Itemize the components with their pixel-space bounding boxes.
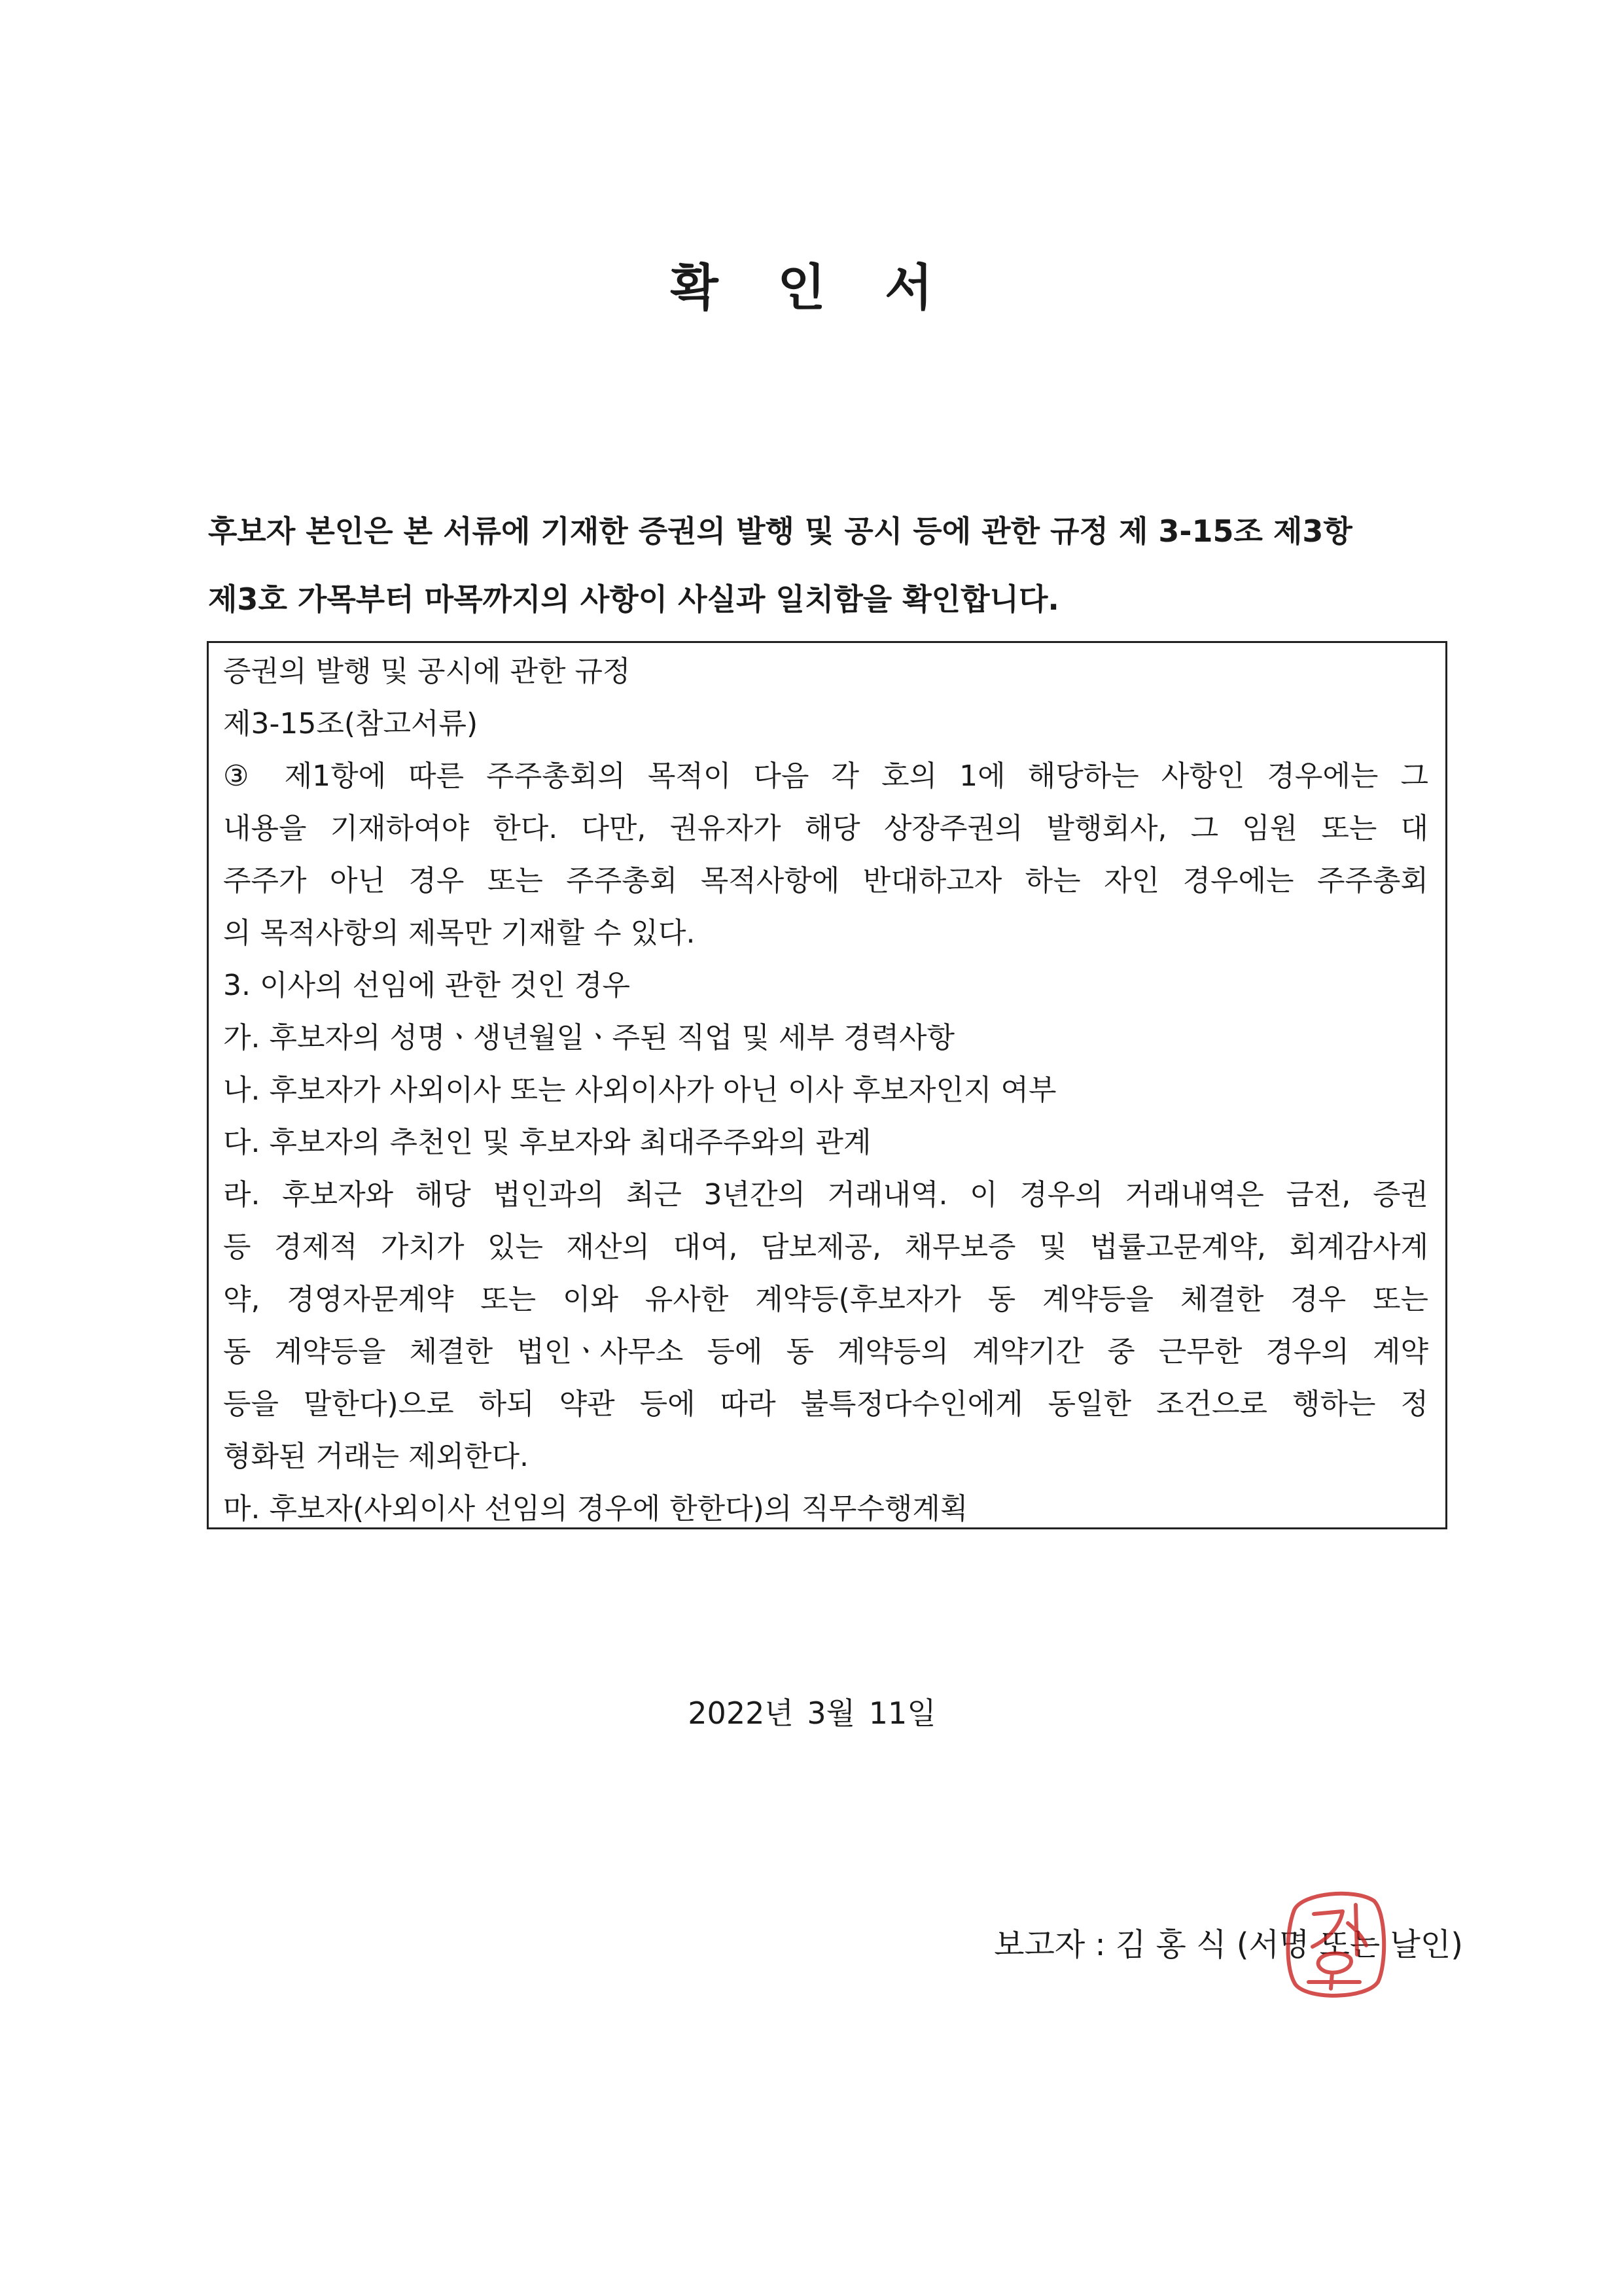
regulation-line: 라. 후보자와 해당 법인과의 최근 3년간의 거래내역. 이 경우의 거래내역은 금전, 증권	[223, 1178, 1428, 1211]
regulation-line: 의 목적사항의 제목만 기재할 수 있다.	[223, 916, 696, 950]
statement-line: 제3호 가목부터 마목까지의 사항이 사실과 일치함을 확인합니다.	[208, 582, 1059, 617]
regulation-line: 동 계약등을 체결한 법인ㆍ사무소 등에 동 계약등의 계약기간 중 근무한 경우의 계약	[223, 1335, 1428, 1368]
regulation-line: 증권의 발행 및 공시에 관한 규정	[223, 655, 631, 688]
regulation-line: 3. 이사의 선임에 관한 것인 경우	[223, 969, 630, 1002]
regulation-excerpt-box	[207, 641, 1447, 1529]
regulation-line: 마. 후보자(사외이사 선임의 경우에 한한다)의 직무수행계획	[223, 1492, 968, 1525]
document-title: 확 인 서	[670, 258, 954, 317]
statement-line: 후보자 본인은 본 서류에 기재한 증권의 발행 및 공시 등에 관한 규정 제 3-15조 제3항	[208, 513, 1352, 549]
regulation-line: ③ 제1항에 따른 주주총회의 목적이 다음 각 호의 1에 해당하는 사항인 경우에는 그	[223, 759, 1428, 793]
regulation-line: 주주가 아닌 경우 또는 주주총회 목적사항에 반대하고자 하는 자인 경우에는 주주총회	[223, 864, 1428, 897]
document-date: 2022년 3월 11일	[688, 1696, 936, 1731]
regulation-line: 형화된 거래는 제외한다.	[223, 1440, 529, 1473]
regulation-line: 가. 후보자의 성명ㆍ생년월일ㆍ주된 직업 및 세부 경력사항	[223, 1021, 955, 1054]
regulation-line: 제3-15조(참고서류)	[223, 707, 478, 740]
regulation-line: 등을 말한다)으로 하되 약관 등에 따라 불특정다수인에게 동일한 조건으로 행하는 정	[223, 1387, 1428, 1421]
confirmation-statement	[208, 497, 1451, 633]
seal-stamp-icon	[1282, 1884, 1387, 2002]
regulation-line: 다. 후보자의 추천인 및 후보자와 최대주주와의 관계	[223, 1126, 872, 1159]
regulation-line: 등 경제적 가치가 있는 재산의 대여, 담보제공, 채무보증 및 법률고문계약, 회계감사계	[223, 1230, 1428, 1264]
regulation-line: 약, 경영자문계약 또는 이와 유사한 계약등(후보자가 동 계약등을 체결한 경우 또는	[223, 1283, 1428, 1316]
regulation-line: 내용을 기재하여야 한다. 다만, 권유자가 해당 상장주권의 발행회사, 그 임원 또는 대	[223, 812, 1428, 845]
regulation-line: 나. 후보자가 사외이사 또는 사외이사가 아닌 이사 후보자인지 여부	[223, 1073, 1057, 1107]
signer-line: 보고자 : 김 홍 식 (서명 또는 날인)	[994, 1926, 1463, 1963]
